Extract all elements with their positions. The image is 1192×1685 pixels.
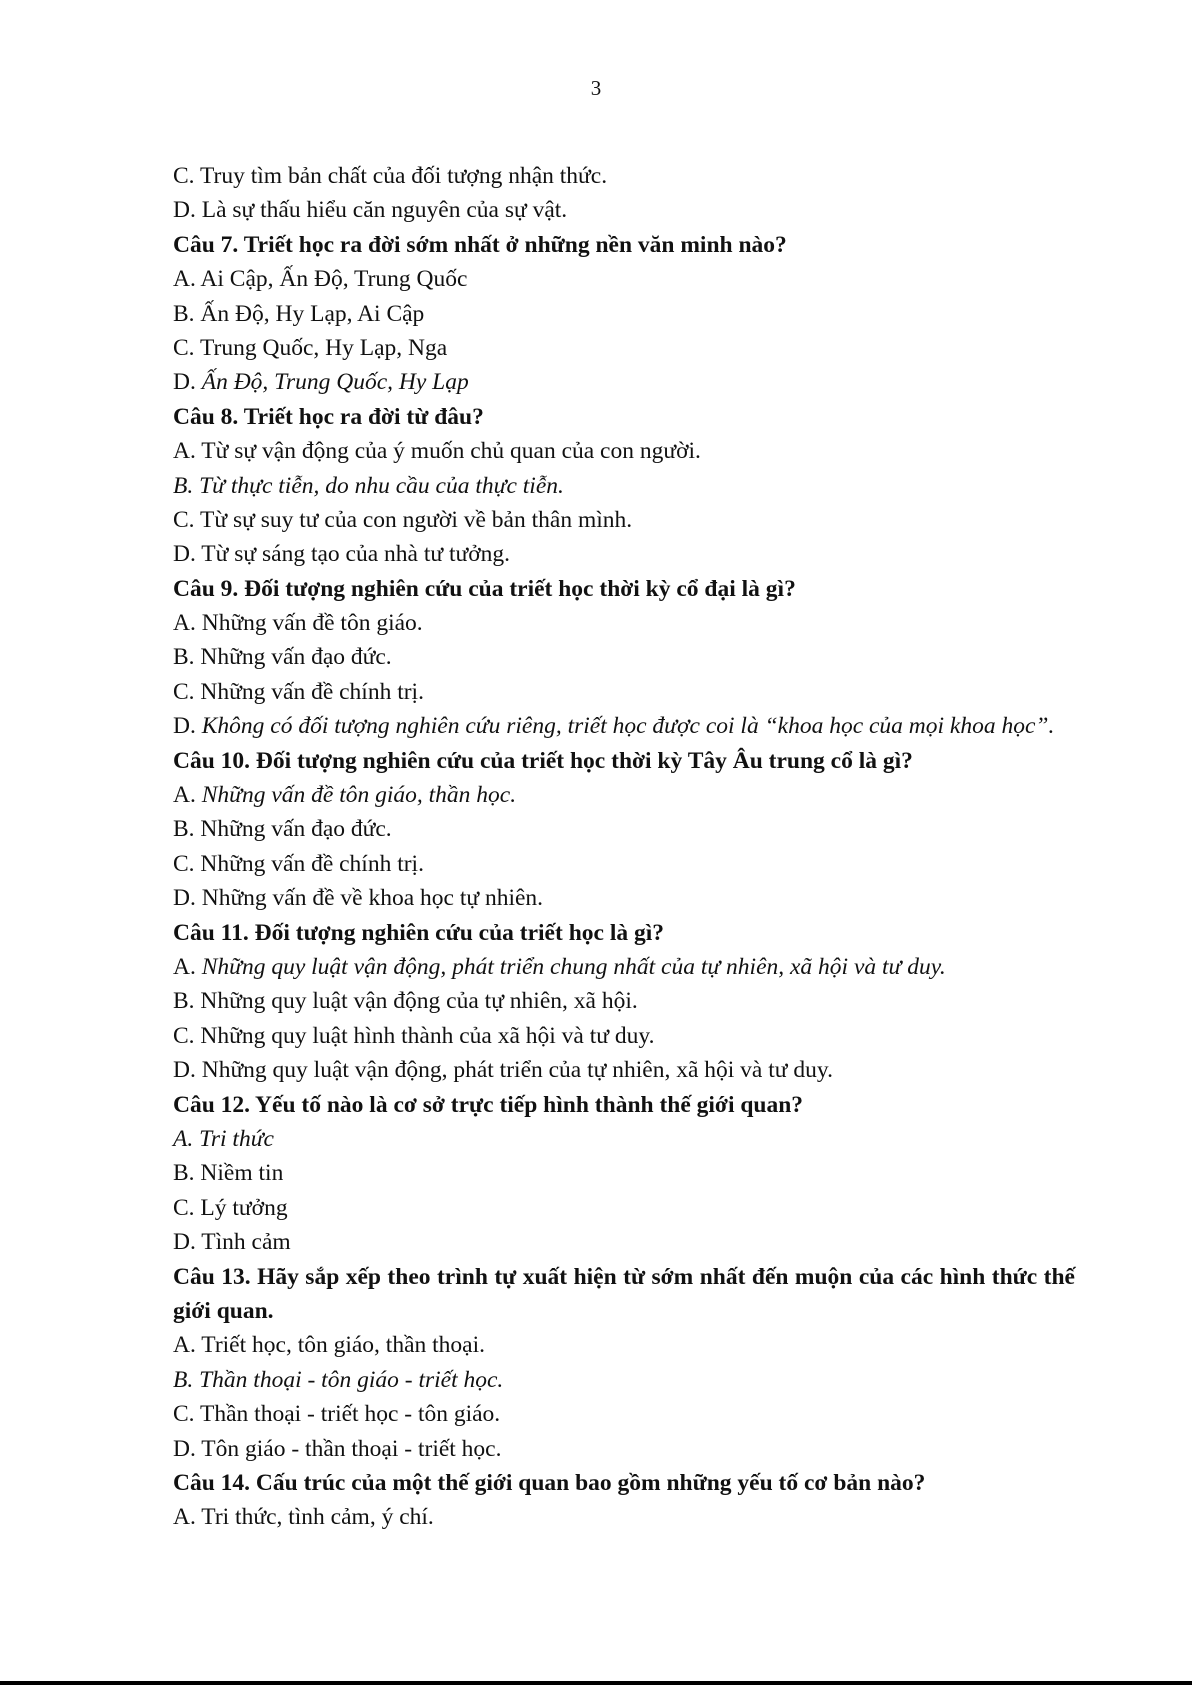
answer-option: B. Những quy luật vận động của tự nhiên, xã hội. bbox=[173, 988, 638, 1015]
answer-option: B. Ấn Độ, Hy Lạp, Ai Cập bbox=[173, 300, 425, 327]
answer-option: D. Từ sự sáng tạo của nhà tư tưởng. bbox=[173, 541, 511, 568]
page-number: 3 bbox=[590, 76, 602, 100]
document-body bbox=[173, 159, 1075, 1535]
answer-option: D. Tôn giáo - thần thoại - triết học. bbox=[173, 1435, 502, 1462]
answer-option-correct bbox=[173, 778, 1075, 812]
answer-option-correct: B. Từ thực tiễn, do nhu cầu của thực tiễn. bbox=[173, 472, 564, 499]
answer-option: C. Những vấn đề chính trị. bbox=[173, 850, 424, 877]
answer-option-correct bbox=[173, 365, 1075, 399]
question-7: Câu 7. Triết học ra đời sớm nhất ở những nền văn minh nào? bbox=[173, 231, 787, 258]
question-8: Câu 8. Triết học ra đời từ đâu? bbox=[173, 403, 484, 430]
option-label: A. bbox=[173, 782, 202, 809]
answer-option: A. Ai Cập, Ấn Độ, Trung Quốc bbox=[173, 266, 468, 293]
answer-option: C. Truy tìm bản chất của đối tượng nhận thức. bbox=[173, 163, 608, 189]
option-label: D. bbox=[173, 713, 202, 740]
answer-option: A. Từ sự vận động của ý muốn chủ quan của con người. bbox=[173, 438, 701, 465]
answer-option: C. Từ sự suy tư của con người về bản thân mình. bbox=[173, 506, 633, 533]
answer-option: A. Triết học, tôn giáo, thần thoại. bbox=[173, 1332, 486, 1359]
answer-option: D. Những quy luật vận động, phát triển của tự nhiên, xã hội và tư duy. bbox=[173, 1057, 833, 1084]
question-12: Câu 12. Yếu tố nào là cơ sở trực tiếp hình thành thế giới quan? bbox=[173, 1091, 804, 1118]
option-text: Ấn Độ, Trung Quốc, Hy Lạp bbox=[201, 369, 469, 396]
answer-option: C. Trung Quốc, Hy Lạp, Nga bbox=[173, 334, 448, 361]
answer-option: C. Lý tưởng bbox=[173, 1194, 288, 1221]
answer-option-correct: A. Tri thức bbox=[173, 1125, 274, 1152]
question-13: Câu 13. Hãy sắp xếp theo trình tự xuất hiện từ sớm nhất đến muộn của các hình thức thế giới quan. bbox=[173, 1263, 1075, 1324]
option-text: Không có đối tượng nghiên cứu riêng, triết học được coi là “khoa học của mọi khoa học”. bbox=[201, 713, 1055, 740]
question-14: Câu 14. Cấu trúc của một thế giới quan bao gồm những yếu tố cơ bản nào? bbox=[173, 1469, 926, 1496]
question-10: Câu 10. Đối tượng nghiên cứu của triết học thời kỳ Tây Âu trung cổ là gì? bbox=[173, 747, 913, 774]
question-11: Câu 11. Đối tượng nghiên cứu của triết học là gì? bbox=[173, 919, 664, 946]
question-9: Câu 9. Đối tượng nghiên cứu của triết học thời kỳ cổ đại là gì? bbox=[173, 575, 796, 602]
answer-option: D. Là sự thấu hiểu căn nguyên của sự vật. bbox=[173, 197, 568, 224]
option-text: Những vấn đề tôn giáo, thần học. bbox=[201, 782, 517, 809]
option-text: Những quy luật vận động, phát triển chung nhất của tự nhiên, xã hội và tư duy. bbox=[201, 954, 946, 980]
answer-option: B. Những vấn đạo đức. bbox=[173, 644, 392, 671]
answer-option: C. Những vấn đề chính trị. bbox=[173, 678, 424, 705]
answer-option: C. Thần thoại - triết học - tôn giáo. bbox=[173, 1401, 501, 1428]
answer-option-correct bbox=[173, 950, 1075, 984]
page-bottom-border bbox=[0, 1681, 1192, 1685]
answer-option: D. Tình cảm bbox=[173, 1229, 291, 1256]
answer-option: D. Những vấn đề về khoa học tự nhiên. bbox=[173, 885, 544, 912]
answer-option: A. Tri thức, tình cảm, ý chí. bbox=[173, 1504, 434, 1531]
answer-option: B. Niềm tin bbox=[173, 1160, 284, 1187]
option-label: D. bbox=[173, 369, 202, 396]
answer-option: A. Những vấn đề tôn giáo. bbox=[173, 610, 423, 637]
answer-option-correct bbox=[173, 709, 1075, 743]
answer-option-correct: B. Thần thoại - tôn giáo - triết học. bbox=[173, 1366, 504, 1393]
answer-option: C. Những quy luật hình thành của xã hội và tư duy. bbox=[173, 1022, 655, 1049]
option-label: A. bbox=[173, 954, 202, 980]
answer-option: B. Những vấn đạo đức. bbox=[173, 816, 392, 843]
